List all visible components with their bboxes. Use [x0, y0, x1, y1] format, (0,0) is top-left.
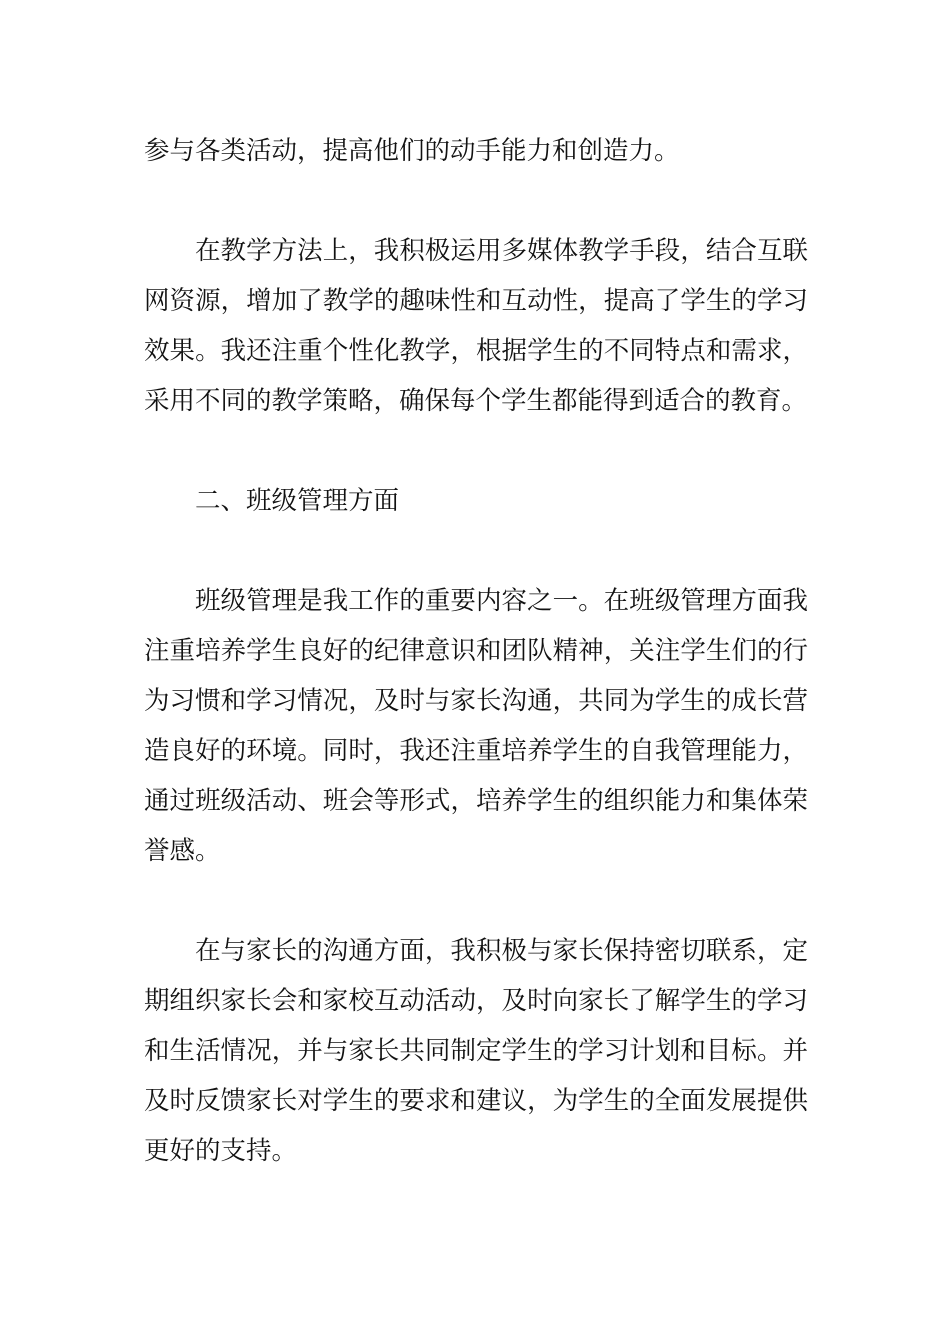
- paragraph-continuation: 参与各类活动，提高他们的动手能力和创造力。: [144, 136, 680, 166]
- paragraph-class-management: 班级管理是我工作的重要内容之一。在班级管理方面我注重培养学生良好的纪律意识和团队精神，关注学生们的行为习惯和学习情况，及时与家长沟通，共同为学生的成长营造良好的环境。同时，我还注重培养学生的自我管理能力，通过班级活动、班会等形式，培养学生的组织能力和集体荣誉感。: [144, 586, 808, 866]
- section-heading: 二、班级管理方面: [195, 486, 400, 516]
- document-page: [144, 126, 808, 1226]
- paragraph-teaching-methods: 在教学方法上，我积极运用多媒体教学手段，结合互联网资源，增加了教学的趣味性和互动性，提高了学生的学习效果。我还注重个性化教学，根据学生的不同特点和需求，采用不同的教学策略，确保每个学生都能得到适合的教育。: [144, 236, 808, 416]
- paragraph-parent-communication: 在与家长的沟通方面，我积极与家长保持密切联系，定期组织家长会和家校互动活动，及时向家长了解学生的学习和生活情况，并与家长共同制定学生的学习计划和目标。并及时反馈家长对学生的要求和建议，为学生的全面发展提供更好的支持。: [144, 936, 808, 1166]
